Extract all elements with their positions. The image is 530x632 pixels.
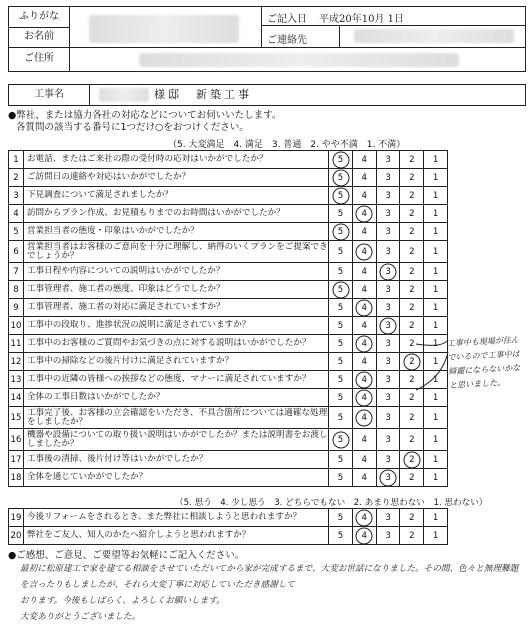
score-option-2[interactable]	[400, 223, 424, 241]
score-label: 5	[337, 190, 344, 201]
score-label: 4	[361, 472, 368, 483]
score-option-4[interactable]	[352, 389, 376, 407]
score-option-3[interactable]	[376, 407, 400, 429]
score-option-3[interactable]	[376, 429, 400, 451]
score-label: 2	[409, 530, 415, 541]
score-option-2[interactable]	[400, 407, 424, 429]
score-label: 3	[385, 226, 391, 237]
score-label: 1	[432, 226, 439, 237]
question-number: 16	[9, 429, 24, 451]
score-option-1[interactable]	[424, 187, 448, 205]
score-label: 1	[432, 356, 439, 367]
question-text: ご訪問日の連絡や対応はいかがでしたか？	[23, 169, 328, 187]
score-option-5[interactable]	[329, 509, 353, 527]
score-option-4[interactable]	[352, 241, 376, 263]
score-label: 1	[432, 512, 439, 523]
score-label: 3	[385, 434, 391, 445]
score-label: 5	[337, 374, 344, 385]
score-label: 2	[409, 208, 415, 219]
answer-circle	[356, 299, 373, 316]
score-label: 1	[432, 208, 439, 219]
scale2-legend: （5. 思う 4. 少し思う 3. どちらでもない 2. あまり思わない 1. 思わない）	[175, 498, 488, 508]
question-row	[9, 509, 448, 527]
score-label: 3	[385, 190, 391, 201]
score-option-5[interactable]	[329, 371, 353, 389]
score-option-1[interactable]	[424, 151, 448, 169]
score-option-3[interactable]	[376, 205, 400, 223]
question-number: 17	[9, 451, 24, 469]
question-number: 6	[9, 241, 24, 263]
score-label: 5	[337, 356, 344, 367]
address-redacted	[139, 53, 459, 67]
score-option-4[interactable]	[352, 223, 376, 241]
answer-circle	[380, 317, 397, 334]
score-label: 2	[409, 172, 415, 183]
answer-circle	[356, 371, 373, 388]
score-label: 3	[385, 472, 391, 483]
score-option-4[interactable]	[352, 451, 376, 469]
score-label: 2	[409, 190, 415, 201]
score-label: 1	[432, 472, 439, 483]
question-row	[9, 205, 448, 223]
score-option-2[interactable]	[400, 527, 424, 545]
score-label: 4	[361, 338, 368, 349]
project-redacted	[99, 88, 149, 102]
score-option-1[interactable]	[424, 429, 448, 451]
score-label: 1	[432, 284, 439, 295]
score-option-5[interactable]	[329, 151, 353, 169]
score-option-2[interactable]	[400, 187, 424, 205]
score-option-4[interactable]	[352, 509, 376, 527]
score-label: 4	[361, 530, 368, 541]
question-number: 3	[9, 187, 24, 205]
furigana-label: ふりがな	[9, 7, 70, 28]
score-option-3[interactable]	[376, 299, 400, 317]
score-option-4[interactable]	[352, 187, 376, 205]
name-label: お名前	[9, 27, 70, 48]
project-label: 工事名	[9, 85, 90, 105]
score-label: 3	[385, 284, 391, 295]
score-label: 1	[432, 338, 439, 349]
intro-line1: ●弊社、または協力各社の対応などについてお伺いいたします。	[8, 110, 282, 121]
score-option-3[interactable]	[376, 187, 400, 205]
score-label: 4	[361, 246, 368, 257]
comment-line-3: 大変ありがとうございました。	[20, 612, 141, 622]
score-option-3[interactable]	[376, 151, 400, 169]
question-text: お電話、またはご来社の際の受付時の応対はいかがでしたか？	[23, 151, 328, 169]
score-label: 1	[432, 266, 439, 277]
score-option-5[interactable]	[329, 469, 353, 487]
question-number: 8	[9, 281, 24, 299]
score-option-1[interactable]	[424, 509, 448, 527]
score-label: 2	[409, 320, 415, 331]
question-text: 下見調査について満足されましたか？	[23, 187, 328, 205]
question-row	[9, 429, 448, 451]
score-option-5[interactable]	[329, 389, 353, 407]
name-redacted	[89, 15, 239, 43]
score-label: 3	[385, 246, 391, 257]
score-option-1[interactable]	[424, 241, 448, 263]
score-option-5[interactable]	[329, 429, 353, 451]
score-label: 1	[432, 190, 439, 201]
question-row	[9, 223, 448, 241]
answer-circle	[332, 223, 349, 240]
score-option-3[interactable]	[376, 335, 400, 353]
score-option-1[interactable]	[424, 281, 448, 299]
intro-line2: 各質問の該当する番号に1つだけ○をおつけください。	[16, 122, 249, 133]
score-label: 4	[361, 356, 368, 367]
score-label: 1	[432, 434, 439, 445]
question-number: 4	[9, 205, 24, 223]
note-arrow	[412, 338, 452, 398]
score-label: 3	[385, 530, 391, 541]
project-row	[8, 84, 526, 106]
answer-circle	[356, 243, 373, 260]
answer-circle	[332, 169, 349, 186]
question-number: 9	[9, 299, 24, 317]
score-option-3[interactable]	[376, 317, 400, 335]
answer-circle	[332, 151, 349, 168]
score-label: 5	[337, 320, 344, 331]
score-label: 2	[409, 356, 415, 367]
score-label: 5	[337, 472, 344, 483]
question-text: 工事管理者、施工者の態度、印象はどうでしたか？	[23, 281, 328, 299]
score-option-4[interactable]	[352, 429, 376, 451]
score-option-3[interactable]	[376, 169, 400, 187]
score-label: 2	[409, 302, 415, 313]
question-row	[9, 317, 448, 335]
score-label: 3	[385, 412, 391, 423]
score-label: 4	[361, 302, 368, 313]
score-label: 5	[337, 302, 344, 313]
score-option-4[interactable]	[352, 169, 376, 187]
comments-text	[20, 561, 520, 625]
score-label: 5	[337, 154, 344, 165]
score-label: 2	[409, 338, 415, 349]
question-row	[9, 371, 448, 389]
score-label: 5	[337, 172, 344, 183]
question-text: 工事日程や内容についての説明はいかがでしたか？	[23, 263, 328, 281]
score-label: 1	[432, 392, 439, 403]
question-number: 20	[9, 527, 24, 545]
score-option-5[interactable]	[329, 527, 353, 545]
question-row	[9, 241, 448, 263]
score-option-4[interactable]	[352, 299, 376, 317]
question-number: 18	[9, 469, 24, 487]
score-label: 5	[337, 208, 344, 219]
score-label: 5	[337, 412, 344, 423]
score-option-2[interactable]	[400, 469, 424, 487]
score-option-1[interactable]	[424, 299, 448, 317]
question-number: 13	[9, 371, 24, 389]
question-row	[9, 451, 448, 469]
score-label: 4	[361, 412, 368, 423]
comment-line-1: 最初に松原建工で家を建てる相談をさせていただいてから家が完成するまで、大変お世話になりました。その間、色々と無理難題を言ったりもしましたが、それら大変丁寧に対応していただき感謝して	[20, 564, 519, 590]
score-label: 2	[409, 412, 415, 423]
answer-circle	[380, 469, 397, 486]
score-option-1[interactable]	[424, 205, 448, 223]
question-text: 工事後の清掃、後片付け等はいかがでしたか？	[23, 451, 328, 469]
score-option-2[interactable]	[400, 299, 424, 317]
question-row	[9, 527, 448, 545]
answer-circle	[356, 409, 373, 426]
question-row	[9, 281, 448, 299]
score-option-5[interactable]	[329, 299, 353, 317]
answer-circle	[332, 431, 349, 448]
score-label: 4	[361, 266, 368, 277]
comments-label: ●ご感想、ご意見、ご要望等お気軽にご記入ください。	[8, 550, 245, 561]
answer-circle	[356, 389, 373, 406]
score-label: 4	[361, 226, 368, 237]
score-option-2[interactable]	[400, 429, 424, 451]
contact-redacted	[354, 29, 514, 43]
question-text: 訪問からプラン作成、お見積もりまでのお時間はいかがでしたか？	[23, 205, 328, 223]
score-label: 3	[385, 320, 391, 331]
score-label: 1	[432, 154, 439, 165]
question-text: 営業担当者はお客様のご意向を十分に理解し、納得のいくプランをご提案できでしょうか？	[23, 241, 328, 263]
score-option-5[interactable]	[329, 263, 353, 281]
score-label: 2	[409, 512, 415, 523]
question-row	[9, 469, 448, 487]
answer-circle	[332, 187, 349, 204]
score-label: 2	[409, 472, 415, 483]
score-label: 2	[409, 454, 415, 465]
score-option-1[interactable]	[424, 263, 448, 281]
score-label: 2	[409, 434, 415, 445]
score-option-5[interactable]	[329, 187, 353, 205]
question-text: 機器や設備についての取り扱い説明はいかがでしたか？または説明書をお渡ししましたか？	[23, 429, 328, 451]
question-row	[9, 335, 448, 353]
answer-circle	[403, 451, 420, 468]
score-label: 5	[337, 454, 344, 465]
score-option-3[interactable]	[376, 451, 400, 469]
score-label: 4	[361, 454, 368, 465]
intro	[8, 110, 281, 134]
score-label: 2	[409, 154, 415, 165]
score-label: 4	[361, 154, 368, 165]
score-option-4[interactable]	[352, 317, 376, 335]
score-option-2[interactable]	[400, 451, 424, 469]
score-label: 3	[385, 172, 391, 183]
question-text: 弊社をご友人、知人のかたへ紹介しようと思われますか？	[23, 527, 328, 545]
score-option-4[interactable]	[352, 353, 376, 371]
header-box	[8, 6, 526, 72]
score-option-5[interactable]	[329, 353, 353, 371]
questions-table-2	[8, 508, 448, 545]
score-label: 2	[409, 284, 415, 295]
answer-circle	[356, 527, 373, 544]
score-option-4[interactable]	[352, 469, 376, 487]
score-label: 5	[337, 266, 344, 277]
score-label: 3	[385, 454, 391, 465]
score-option-2[interactable]	[400, 151, 424, 169]
score-option-2[interactable]	[400, 317, 424, 335]
question-text: 今後リフォームをされるとき、また弊社に相談しようと思われますか？	[23, 509, 328, 527]
score-option-4[interactable]	[352, 335, 376, 353]
score-option-5[interactable]	[329, 317, 353, 335]
score-option-1[interactable]	[424, 317, 448, 335]
score-label: 3	[385, 356, 391, 367]
score-option-5[interactable]	[329, 223, 353, 241]
score-option-1[interactable]	[424, 527, 448, 545]
question-number: 19	[9, 509, 24, 527]
score-label: 4	[361, 374, 368, 385]
score-option-5[interactable]	[329, 451, 353, 469]
score-label: 2	[409, 266, 415, 277]
score-option-2[interactable]	[400, 205, 424, 223]
score-option-4[interactable]	[352, 371, 376, 389]
score-option-2[interactable]	[400, 281, 424, 299]
score-label: 3	[385, 374, 391, 385]
score-label: 4	[361, 172, 368, 183]
score-label: 5	[337, 530, 344, 541]
question-text: 営業担当者の態度・印象はいかがでしたか？	[23, 223, 328, 241]
question-row	[9, 169, 448, 187]
score-label: 1	[432, 530, 439, 541]
question-text: 工事管理者、施工者の対応に満足されていますか？	[23, 299, 328, 317]
score-option-5[interactable]	[329, 407, 353, 429]
score-label: 4	[361, 512, 368, 523]
score-label: 5	[337, 434, 344, 445]
score-label: 5	[337, 512, 344, 523]
score-label: 5	[337, 246, 344, 257]
score-option-3[interactable]	[376, 281, 400, 299]
answer-circle	[356, 509, 373, 526]
score-option-3[interactable]	[376, 389, 400, 407]
question-number: 12	[9, 353, 24, 371]
side-note: 工事中も現場が住んでいるので工事中は綺麗にならないかなと思いました。	[446, 335, 521, 391]
question-text: 工事中の掃除などの後片付けに満足されていますか？	[23, 353, 328, 371]
question-text: 全体の工事日数はいかがでしたか？	[23, 389, 328, 407]
score-label: 1	[432, 412, 439, 423]
answer-circle	[356, 205, 373, 222]
score-label: 2	[409, 374, 415, 385]
score-label: 3	[385, 512, 391, 523]
question-row	[9, 263, 448, 281]
score-option-5[interactable]	[329, 241, 353, 263]
question-text: 工事中の近隣の皆様への挨拶などの態度、マナーに満足されていますか？	[23, 371, 328, 389]
question-text: 工事中のお客様のご質問やお気づきの点に対する説明はいかがでしたか？	[23, 335, 328, 353]
score-label: 1	[432, 302, 439, 313]
score-label: 4	[361, 320, 368, 331]
score-label: 5	[337, 338, 344, 349]
score-option-3[interactable]	[376, 353, 400, 371]
score-label: 4	[361, 190, 368, 201]
score-option-3[interactable]	[376, 527, 400, 545]
score-option-1[interactable]	[424, 407, 448, 429]
score-option-1[interactable]	[424, 451, 448, 469]
score-option-3[interactable]	[376, 469, 400, 487]
score-label: 5	[337, 392, 344, 403]
score-option-3[interactable]	[376, 241, 400, 263]
score-label: 1	[432, 172, 439, 183]
score-option-4[interactable]	[352, 281, 376, 299]
score-label: 2	[409, 226, 415, 237]
question-number: 7	[9, 263, 24, 281]
score-label: 1	[432, 374, 439, 385]
question-number: 15	[9, 407, 24, 429]
score-label: 3	[385, 266, 391, 277]
date-value: 平成20年10月 1日	[319, 14, 404, 25]
question-number: 2	[9, 169, 24, 187]
score-option-5[interactable]	[329, 205, 353, 223]
score-option-2[interactable]	[400, 169, 424, 187]
score-label: 4	[361, 434, 368, 445]
score-option-1[interactable]	[424, 223, 448, 241]
question-number: 14	[9, 389, 24, 407]
score-option-3[interactable]	[376, 371, 400, 389]
question-text: 工事完了後、お客様の立会確認をいただき、不具合箇所については適確な処理をしましたか？	[23, 407, 328, 429]
question-row	[9, 299, 448, 317]
score-option-4[interactable]	[352, 407, 376, 429]
score-label: 3	[385, 302, 391, 313]
question-row	[9, 187, 448, 205]
answer-circle	[380, 263, 397, 280]
score-label: 3	[385, 154, 391, 165]
contact-label: ご連絡先	[267, 35, 307, 46]
question-text: 全体を通じていかがでしたか？	[23, 469, 328, 487]
comment-line-2: おります。今後もしばらく、よろしくお願いします。	[20, 596, 225, 606]
score-label: 2	[409, 246, 415, 257]
score-option-4[interactable]	[352, 205, 376, 223]
score-label: 5	[337, 284, 344, 295]
question-number: 1	[9, 151, 24, 169]
score-label: 1	[432, 454, 439, 465]
score-label: 5	[337, 226, 344, 237]
question-number: 11	[9, 335, 24, 353]
questions-table	[8, 150, 448, 487]
score-option-4[interactable]	[352, 263, 376, 281]
score-option-3[interactable]	[376, 509, 400, 527]
score-option-5[interactable]	[329, 169, 353, 187]
question-text: 工事中の段取り、進捗状況の説明に満足されていますか？	[23, 317, 328, 335]
date-label: ご記入日	[267, 14, 307, 25]
score-option-1[interactable]	[424, 169, 448, 187]
score-option-2[interactable]	[400, 509, 424, 527]
score-option-2[interactable]	[400, 241, 424, 263]
score-option-1[interactable]	[424, 469, 448, 487]
score-option-5[interactable]	[329, 281, 353, 299]
project-value: 様邸 新築工事	[154, 88, 252, 101]
answer-circle	[332, 281, 349, 298]
score-option-4[interactable]	[352, 151, 376, 169]
scale-legend: （5. 大変満足 4. 満足 3. 普通 2. やや不満 1. 不満）	[168, 140, 406, 150]
score-label: 1	[432, 320, 439, 331]
score-option-2[interactable]	[400, 263, 424, 281]
score-label: 1	[432, 246, 439, 257]
score-label: 3	[385, 392, 391, 403]
score-option-3[interactable]	[376, 263, 400, 281]
address-label: ご住所	[9, 47, 70, 71]
score-label: 4	[361, 208, 368, 219]
score-label: 2	[409, 392, 415, 403]
question-row	[9, 151, 448, 169]
question-row	[9, 353, 448, 371]
score-option-4[interactable]	[352, 527, 376, 545]
score-option-5[interactable]	[329, 335, 353, 353]
question-number: 5	[9, 223, 24, 241]
score-label: 3	[385, 208, 391, 219]
answer-circle	[356, 335, 373, 352]
question-number: 10	[9, 317, 24, 335]
score-label: 4	[361, 392, 368, 403]
score-label: 3	[385, 338, 391, 349]
score-option-3[interactable]	[376, 223, 400, 241]
question-row	[9, 407, 448, 429]
question-row	[9, 389, 448, 407]
score-label: 4	[361, 284, 368, 295]
